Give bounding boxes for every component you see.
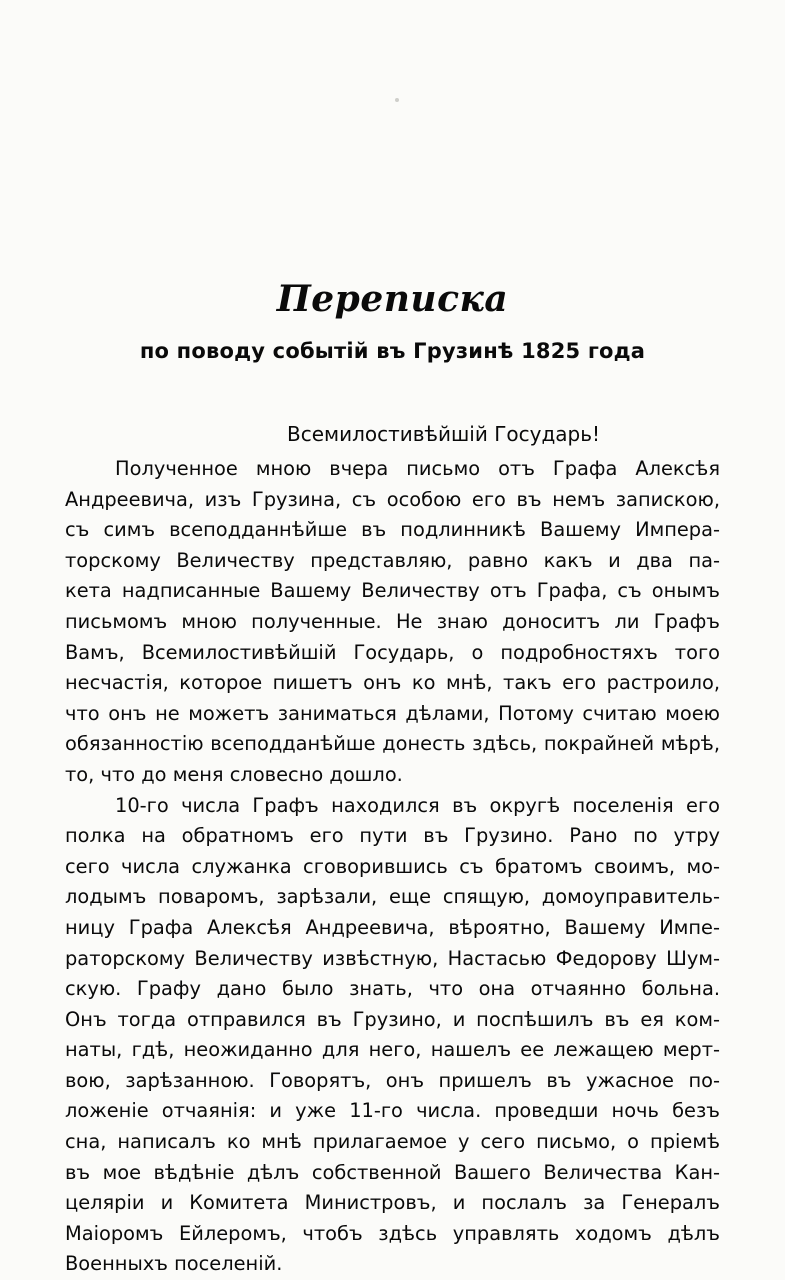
text-line: что онъ не можетъ заниматься дѣлами, Потому считаю моею (65, 701, 720, 725)
text-line: полка на обратномъ его пути въ Грузино. Рано по утру (65, 824, 720, 848)
text-line: ницу Графа Алексѣя Андреевича, вѣроятно, Вашему Импе- (65, 915, 720, 939)
page-mark (395, 98, 399, 102)
text-line: Маіоромъ Ейлеромъ, чтобъ здѣсь управлять ходомъ дѣлъ (65, 1221, 720, 1245)
text-line: обязанностію всеподданѣйше донесть здѣсь, покрайней мѣрѣ, (65, 732, 720, 756)
text-line: вою, зарѣзанною. Говорятъ, онъ пришелъ въ ужасное по- (65, 1068, 720, 1092)
text-line: раторскому Величеству извѣстную, Настасью Федорову Шум- (65, 946, 720, 970)
text-line: въ мое вѣдѣніе дѣлъ собственной Вашего Величества Кан- (65, 1160, 720, 1184)
text-line: Андреевича, изъ Грузина, съ особою его въ немъ запискою, (65, 487, 720, 511)
document-subtitle: по поводу событій въ Грузинѣ 1825 года (139, 339, 646, 363)
text-line: Онъ тогда отправился въ Грузино, и поспѣшилъ въ ея ком- (65, 1007, 720, 1031)
letter-salutation: Всемилостивѣйшій Государь! (287, 422, 601, 446)
text-line: сего числа служанка сговорившись съ братомъ своимъ, мо- (65, 854, 720, 878)
text-line: несчастія, которое пишетъ онъ ко мнѣ, такъ его растроило, (65, 671, 720, 695)
text-line: наты, гдѣ, неожиданно для него, нашелъ ее лежащею мерт- (65, 1038, 720, 1062)
text-line: ложеніе отчаянія: и уже 11-го числа. проведши ночь безъ (65, 1099, 720, 1123)
text-line: кета надписанные Вашему Величеству отъ Графа, съ онымъ (65, 579, 720, 603)
text-line: Военныхъ поселеній. (65, 1252, 283, 1276)
text-line: то, что до меня словесно дошло. (65, 762, 403, 786)
text-line: съ симъ всеподданнѣйше въ подлинникѣ Вашему Импера- (65, 518, 720, 542)
letter-body (65, 454, 720, 1280)
text-line: лодымъ поваромъ, зарѣзали, еще спящую, домоуправитель- (65, 885, 720, 909)
text-line: торскому Величеству представляю, равно какъ и два па- (65, 548, 720, 572)
text-line: Полученное мною вчера письмо отъ Графа Алексѣя (115, 457, 720, 480)
text-line: целяріи и Комитета Министровъ, и послалъ за Генералъ (65, 1191, 720, 1215)
text-line: письмомъ мною полученные. Не знаю доноситъ ли Графъ (65, 609, 720, 633)
text-line: 10-го числа Графъ находился въ округѣ поселенія его (115, 793, 720, 817)
text-line: Вамъ, Всемилостивѣйшій Государь, о подробностяхъ того (65, 640, 720, 664)
document-title: Переписка (276, 278, 509, 320)
text-line: скую. Графу дано было знать, что она отчаянно больна. (65, 977, 720, 1001)
text-line: сна, написалъ ко мнѣ прилагаемое у сего письмо, о пріемѣ (65, 1130, 720, 1154)
